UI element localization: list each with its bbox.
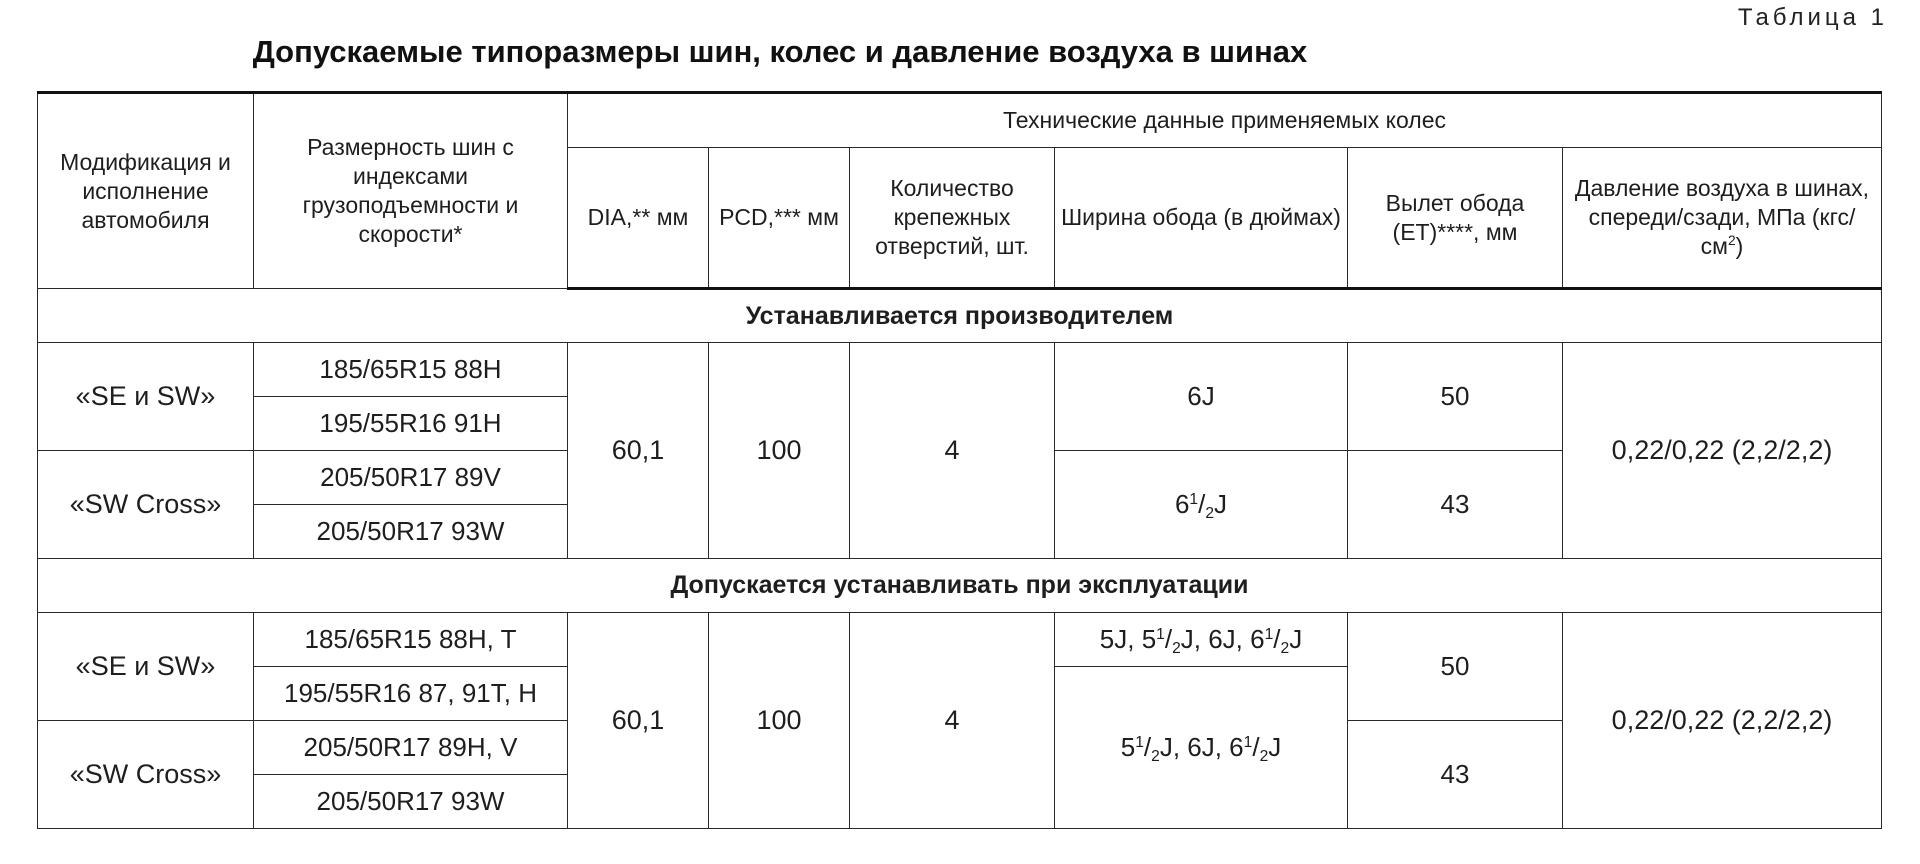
tire-size-cell: 185/65R15 88H — [254, 343, 568, 397]
header-holes: Количество крепежных отверстий, шт. — [850, 148, 1055, 289]
header-wheel-group: Технические данные применяемых колес — [568, 93, 1882, 148]
table-row — [38, 613, 1882, 667]
table-row — [38, 343, 1882, 397]
section-header-row — [38, 289, 1882, 343]
tire-size-cell: 185/65R15 88H, T — [254, 613, 568, 667]
dia-cell: 60,1 — [568, 613, 709, 829]
model-cell: «SE и SW» — [38, 613, 254, 721]
rim-width-cell: 6J — [1055, 343, 1348, 451]
header-rim-width: Ширина обода (в дюймах) — [1055, 148, 1348, 289]
holes-cell: 4 — [850, 613, 1055, 829]
section-header-row — [38, 559, 1882, 613]
offset-cell: 50 — [1348, 343, 1563, 451]
model-cell: «SW Cross» — [38, 721, 254, 829]
tire-size-cell: 195/55R16 87, 91T, H — [254, 667, 568, 721]
tire-size-cell: 205/50R17 89V — [254, 451, 568, 505]
header-tire-size: Размерность шин с индексами грузоподъемности и скорости* — [254, 93, 568, 289]
model-cell: «SW Cross» — [38, 451, 254, 559]
tire-size-cell: 205/50R17 93W — [254, 505, 568, 559]
rim-width-cell: $6^1/_2J$ — [1055, 451, 1348, 559]
tire-size-cell: 205/50R17 93W — [254, 775, 568, 829]
model-cell: «SE и SW» — [38, 343, 254, 451]
header-offset: Вылет обода (ET)****, мм — [1348, 148, 1563, 289]
rim-width-cell: 5J, $5^1/_2J$, 6J, $6^1/_2J$ — [1055, 613, 1348, 667]
pcd-cell: 100 — [709, 613, 850, 829]
section-title: Допускается устанавливать при эксплуатации — [38, 559, 1882, 613]
header-pcd: PCD,*** мм — [709, 148, 850, 289]
dia-cell: 60,1 — [568, 343, 709, 559]
pcd-cell: 100 — [709, 343, 850, 559]
tire-size-cell: 205/50R17 89H, V — [254, 721, 568, 775]
offset-cell: 50 — [1348, 613, 1563, 721]
header-row-top — [38, 93, 1882, 148]
holes-cell: 4 — [850, 343, 1055, 559]
tire-size-cell: 195/55R16 91H — [254, 397, 568, 451]
offset-cell: 43 — [1348, 451, 1563, 559]
tire-wheel-spec-table — [37, 91, 1882, 829]
section-title: Устанавливается производителем — [38, 289, 1882, 343]
header-pressure: Давление воздуха в шинах, спереди/сзади, МПа $(кгс/см^2)$ — [1563, 148, 1882, 289]
table-number-label: Таблица 1 — [1737, 4, 1888, 31]
pressure-cell: 0,22/0,22 (2,2/2,2) — [1563, 613, 1882, 829]
table-title: Допускаемые типоразмеры шин, колес и давление воздуха в шинах — [252, 34, 1308, 69]
rim-width-cell: $5^1/_2J$, 6J, $6^1/_2J$ — [1055, 667, 1348, 829]
offset-cell: 43 — [1348, 721, 1563, 829]
header-modification: Модификация и исполнение автомобиля — [38, 93, 254, 289]
pressure-cell: 0,22/0,22 (2,2/2,2) — [1563, 343, 1882, 559]
header-dia: DIA,** мм — [568, 148, 709, 289]
